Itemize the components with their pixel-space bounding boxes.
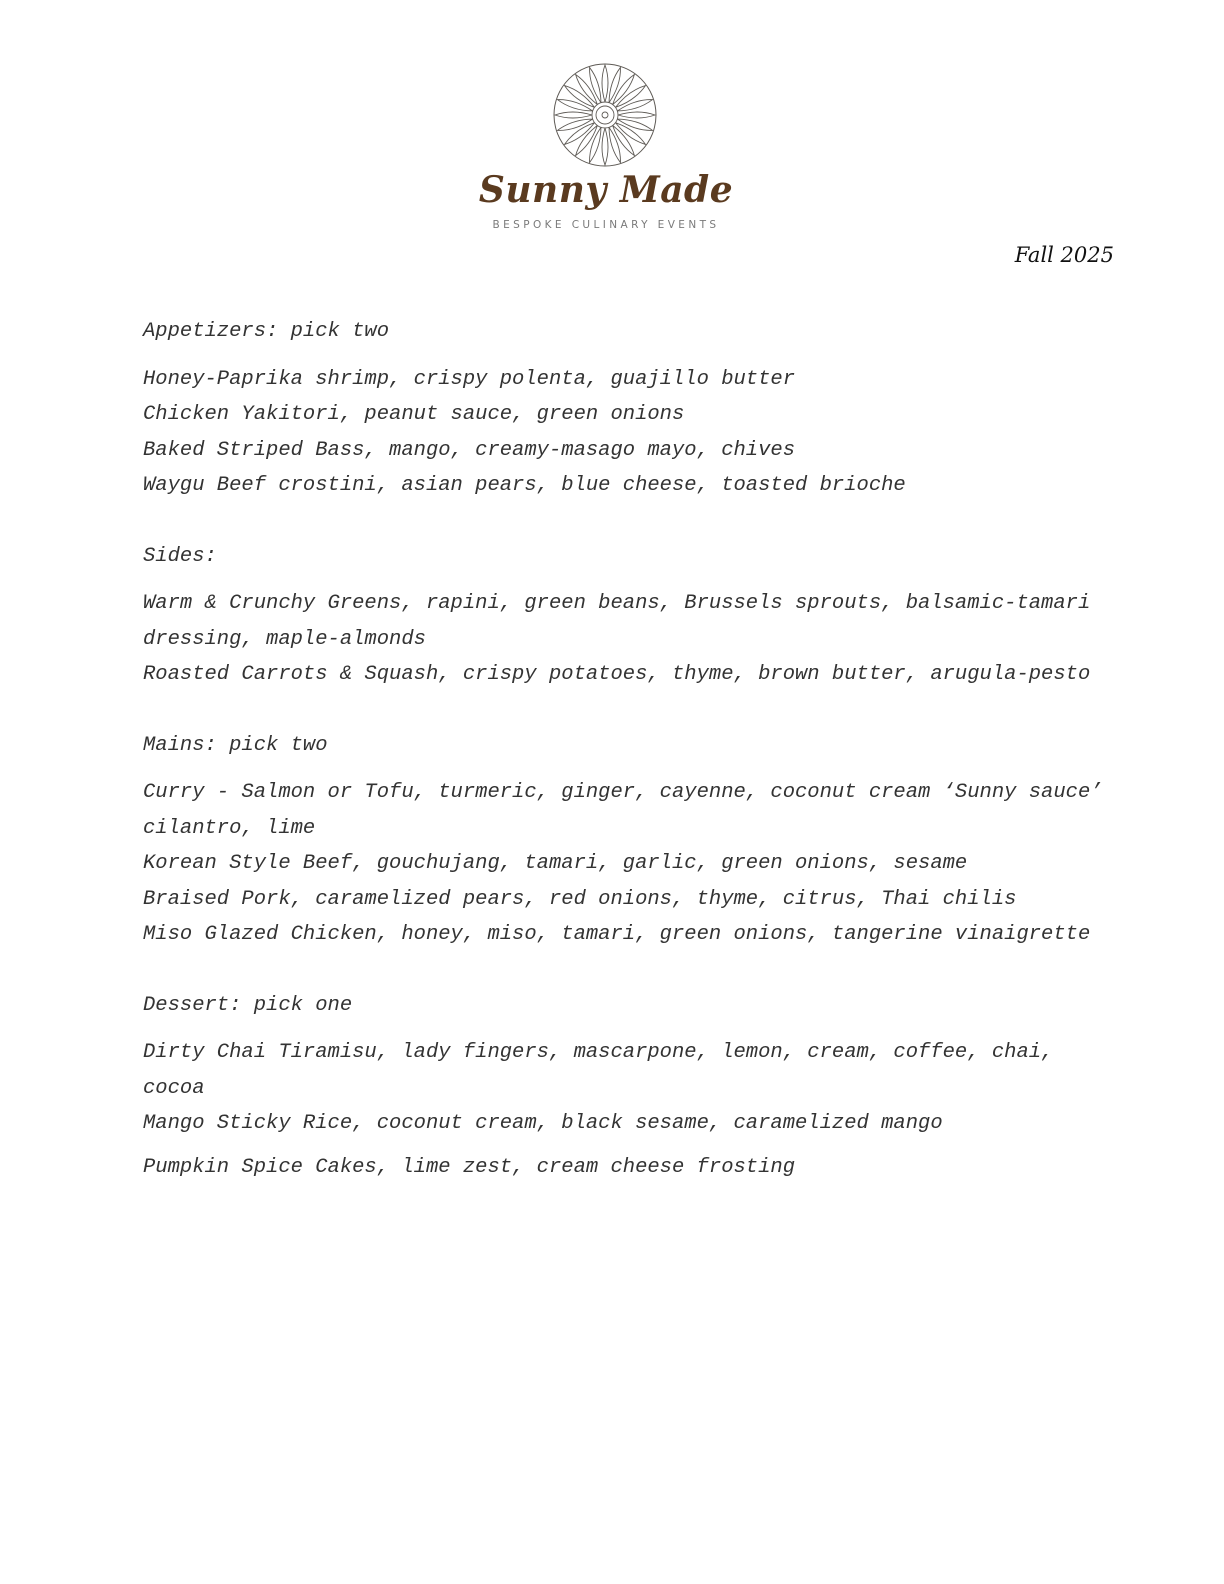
menu-section-dessert bbox=[143, 988, 1103, 1186]
menu-section-mains bbox=[143, 728, 1103, 953]
menu-item: Braised Pork, caramelized pears, red onions, thyme, citrus, Thai chilis bbox=[143, 887, 1017, 911]
section-title: Sides: bbox=[143, 544, 217, 568]
menu-item: Curry - Salmon or Tofu, turmeric, ginger, cayenne, coconut cream ‘Sunny sauce’ cilantro, lime bbox=[143, 781, 1103, 840]
menu-item: Miso Glazed Chicken, honey, miso, tamari, green onions, tangerine vinaigrette bbox=[143, 923, 1091, 946]
section-title: Dessert: pick one bbox=[143, 993, 353, 1017]
menu-body bbox=[143, 314, 1103, 1220]
section-title: Appetizers: pick two bbox=[143, 320, 390, 343]
menu-item: Warm & Crunchy Greens, rapini, green beans, Brussels sprouts, balsamic-tamari dressing, maple-almonds bbox=[143, 592, 1091, 651]
menu-item: Dirty Chai Tiramisu, lady fingers, mascarpone, lemon, cream, coffee, chai, cocoa bbox=[143, 1041, 1054, 1100]
menu-item: Roasted Carrots & Squash, crispy potatoes, thyme, brown butter, arugula-pesto bbox=[143, 663, 1091, 686]
menu-item: Korean Style Beef, gouchujang, tamari, garlic, green onions, sesame bbox=[143, 852, 968, 875]
menu-section-sides bbox=[143, 539, 1103, 693]
menu-item: Honey-Paprika shrimp, crispy polenta, guajillo butter bbox=[143, 367, 796, 391]
menu-item: Waygu Beef crostini, asian pears, blue cheese, toasted brioche bbox=[143, 474, 906, 497]
menu-item: Pumpkin Spice Cakes, lime zest, cream cheese frosting bbox=[143, 1155, 796, 1179]
brand-tagline: BESPOKE CULINARY EVENTS bbox=[492, 219, 720, 231]
menu-item: Chicken Yakitori, peanut sauce, green onions bbox=[143, 403, 685, 426]
section-title: Mains: pick two bbox=[143, 733, 328, 757]
menu-item: Baked Striped Bass, mango, creamy-masago mayo, chives bbox=[143, 438, 796, 462]
brand-name: Sunny Made bbox=[478, 169, 734, 211]
menu-section-appetizers bbox=[143, 314, 1103, 504]
menu-header bbox=[0, 0, 1224, 280]
season-label: Fall 2025 bbox=[1014, 243, 1114, 267]
sunflower-mandala-icon bbox=[552, 62, 658, 168]
menu-item: Mango Sticky Rice, coconut cream, black sesame, caramelized mango bbox=[143, 1112, 943, 1135]
